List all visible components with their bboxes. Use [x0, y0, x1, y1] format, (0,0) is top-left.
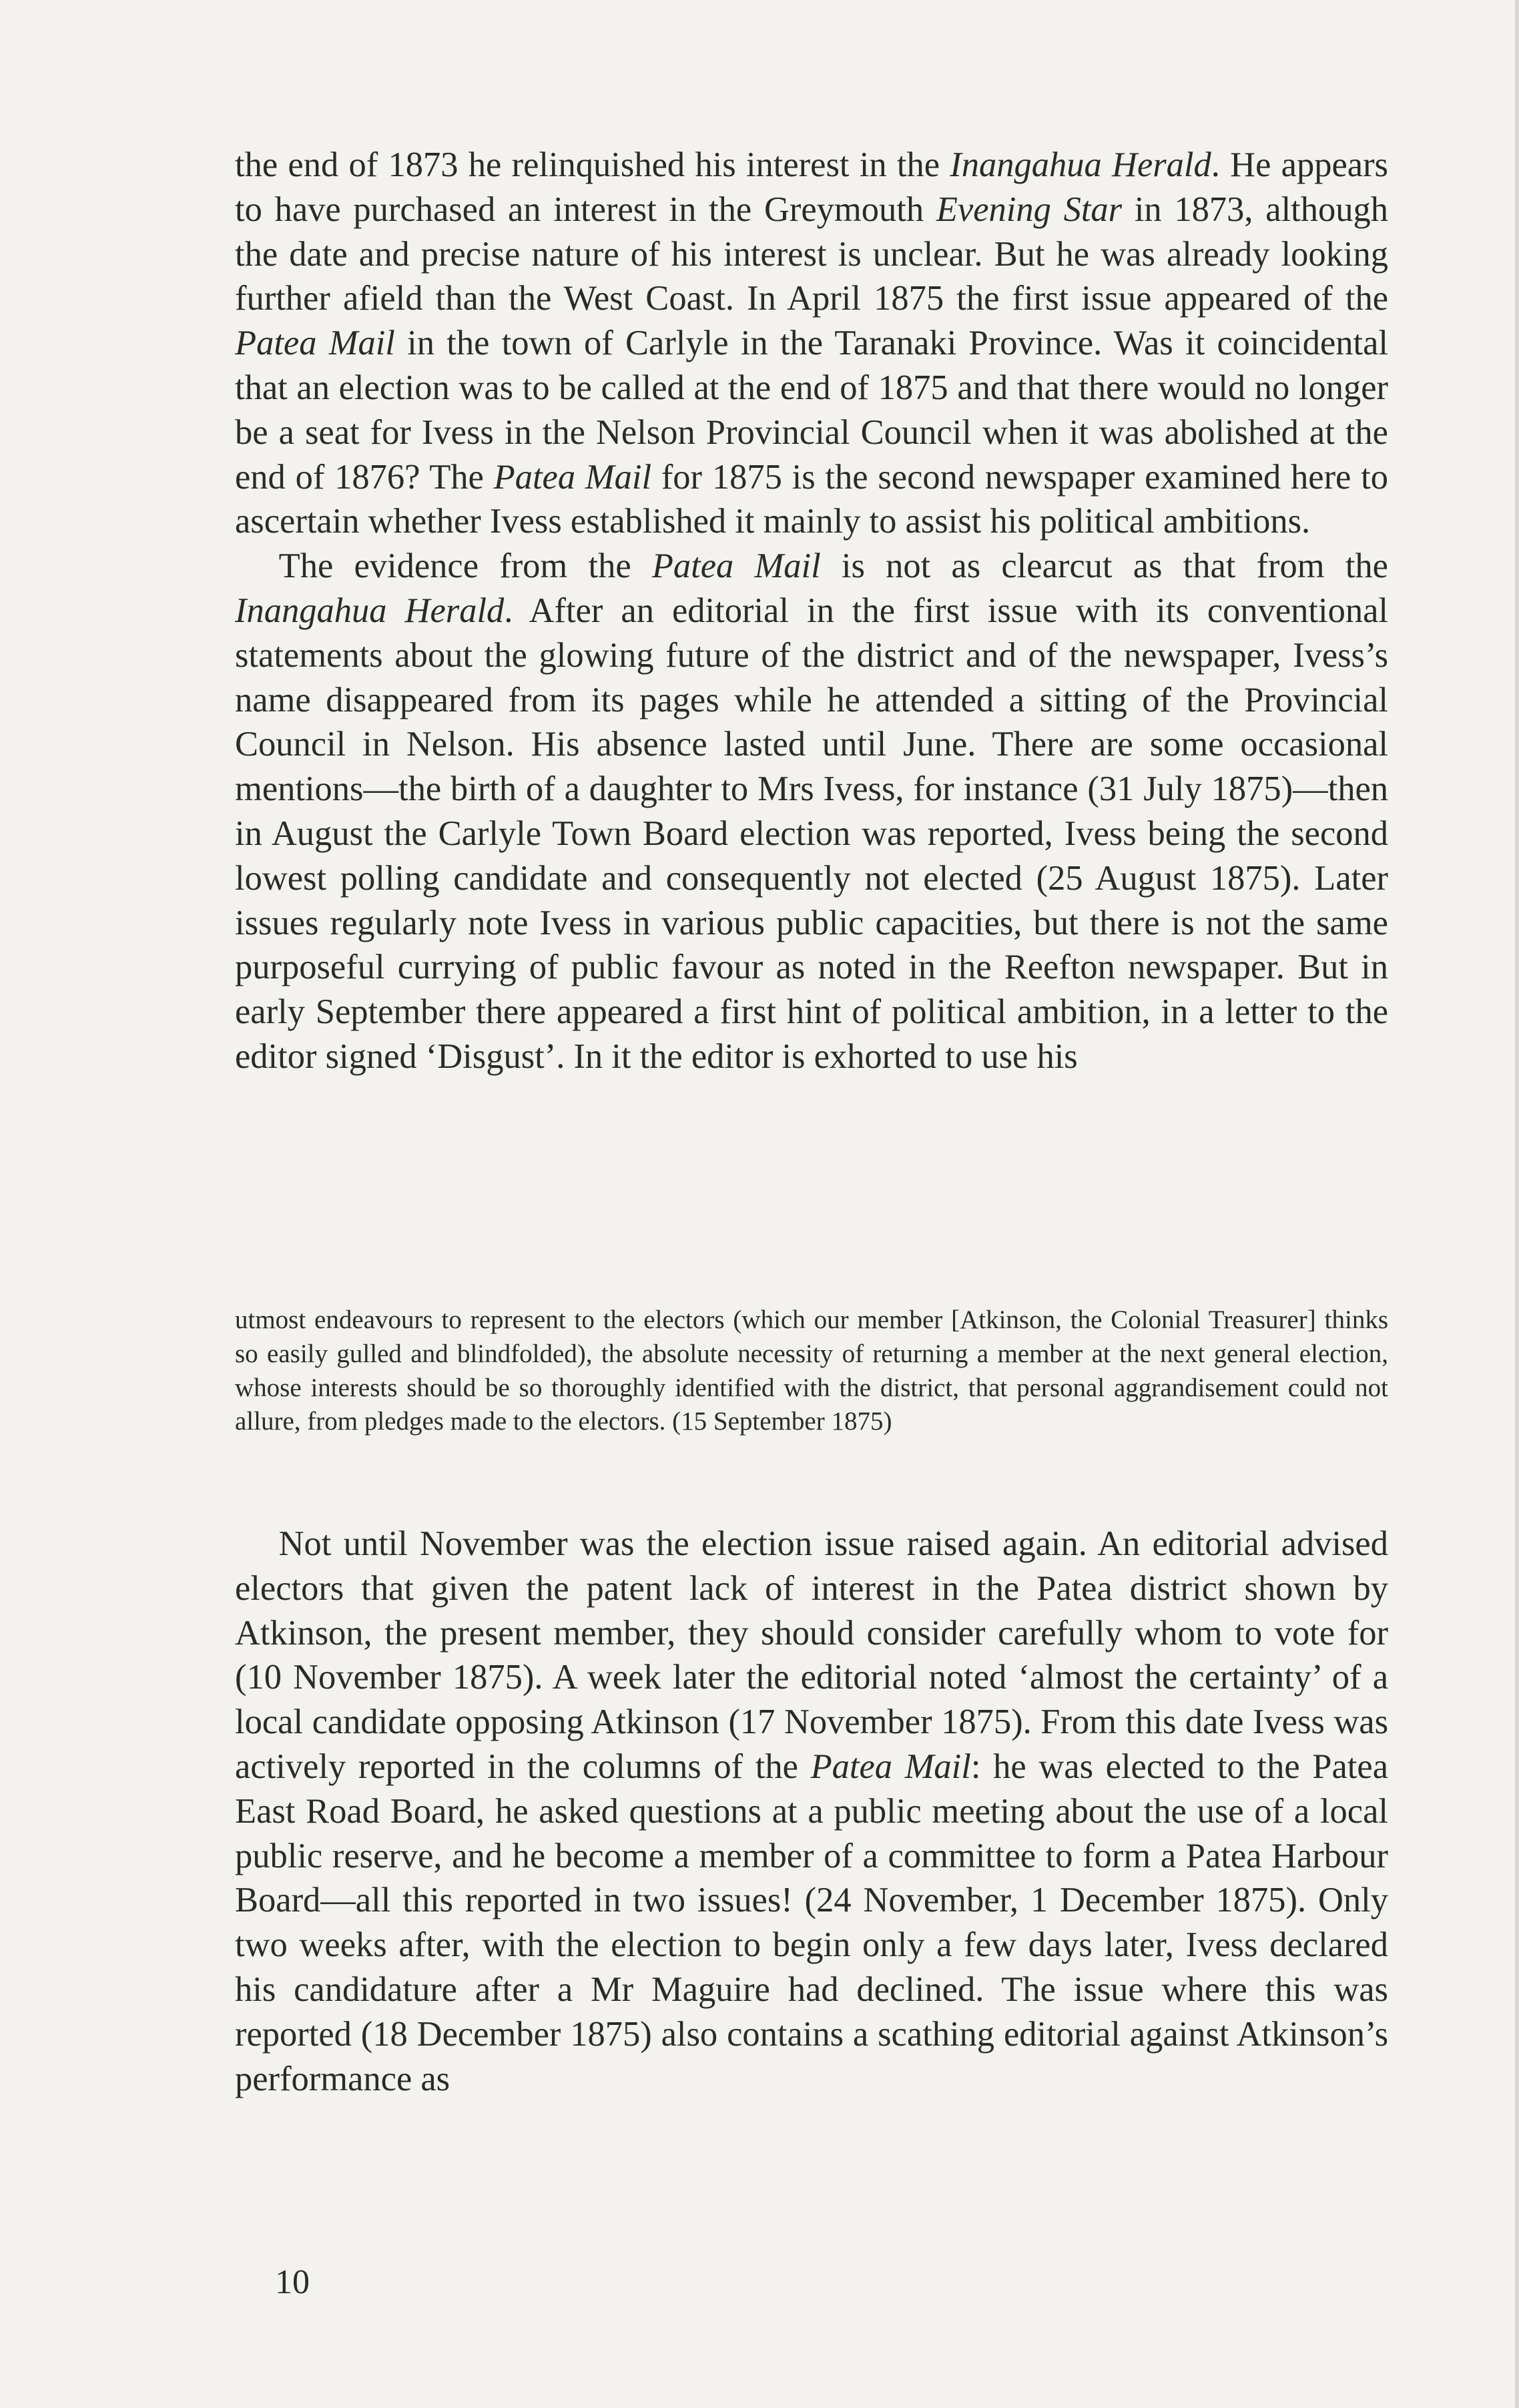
newspaper-title: Inangahua Herald — [950, 145, 1211, 184]
text-run: is not as clearcut as that from the — [820, 547, 1388, 586]
newspaper-title: Inangahua Herald — [235, 591, 505, 630]
newspaper-title: Patea Mail — [235, 324, 395, 363]
text-run: . He appears to have purchased an interest in the Greymouth — [235, 145, 1388, 229]
text-run: Not until November was the election issue raised again. An editorial advised electors that given the patent lack of interest in the Patea district shown by Atkinson, the present member, they should consider carefully whom to vote for (10 November 1875). A week later the editorial noted ‘almost the certainty’ of a local candidate opposing Atkinson (17 November 1875). From this date Ivess was actively reported in the columns of the — [235, 1524, 1388, 1786]
text-run: in the town of Carlyle in the Taranaki Province. Was it coincidental that an election was to be called at the end of 1875 and that there would no longer be a seat for Ivess in the Nelson Provincial Council when it was abolished at the end of 1876? The — [235, 324, 1388, 497]
body-text-top — [235, 143, 1388, 1079]
body-text-bottom — [235, 1522, 1388, 2101]
newspaper-title: Patea Mail — [810, 1747, 971, 1786]
paragraph-3 — [235, 1522, 1388, 2101]
block-quote: utmost endeavours to represent to the electors (which our member [Atkinson, the Colonial Treasurer] thinks so easily gulled and blindfolded), the absolute necessity of returning a member at the next general election, whose interests should be so thoroughly identified with the district, that personal aggrandisement could not allure, from pledges made to the electors. (15 September 1875) — [235, 1305, 1388, 1436]
page-edge — [1515, 0, 1519, 2408]
page-number: 10 — [275, 2263, 310, 2301]
text-run: : he was elected to the Patea East Road Board, he asked questions at a public meeting about the use of a local public reserve, and he become a member of a committee to form a Patea Harbour Board—all this reported in two issues! (24 November, 1 December 1875). Only two weeks after, with the election to begin only a few days later, Ivess declared his candidature after a Mr Maguire had declined. The issue where this was reported (18 December 1875) also contains a scathing editorial against Atkinson’s performance as — [235, 1747, 1388, 2098]
text-run: The evidence from the — [278, 547, 652, 586]
text-run: for 1875 is the second newspaper examined here to ascertain whether Ivess established it mainly to assist his political ambitions. — [235, 457, 1388, 541]
text-run: in 1873, although the date and precise nature of his interest is unclear. But he was already looking further afield than the West Coast. In April 1875 the first issue appeared of the — [235, 190, 1389, 318]
newspaper-title: Patea Mail — [651, 547, 821, 586]
newspaper-title: Evening Star — [936, 190, 1123, 229]
text-run: the end of 1873 he relinquished his interest in the — [235, 145, 950, 184]
newspaper-title: Patea Mail — [493, 457, 652, 497]
text-run: . After an editorial in the first issue with its conventional statements about the glowing future of the district and of the newspaper, Ivess’s name disappeared from its pages while he attended a sitting of the Provincial Council in Nelson. His absence lasted until June. There are some occasional mentions—the birth of a daughter to Mrs Ivess, for instance (31 July 1875)—then in August the Carlyle Town Board election was reported, Ivess being the second lowest polling candidate and consequently not elected (25 August 1875). Later issues regularly note Ivess in various public capacities, but there is not the same purposeful currying of public favour as noted in the Reefton newspaper. But in early September there appeared a first hint of political ambition, in a letter to the editor signed ‘Disgust’. In it the editor is exhorted to use his — [235, 591, 1388, 1076]
paragraph-1 — [235, 143, 1388, 544]
paragraph-2 — [235, 544, 1388, 1079]
